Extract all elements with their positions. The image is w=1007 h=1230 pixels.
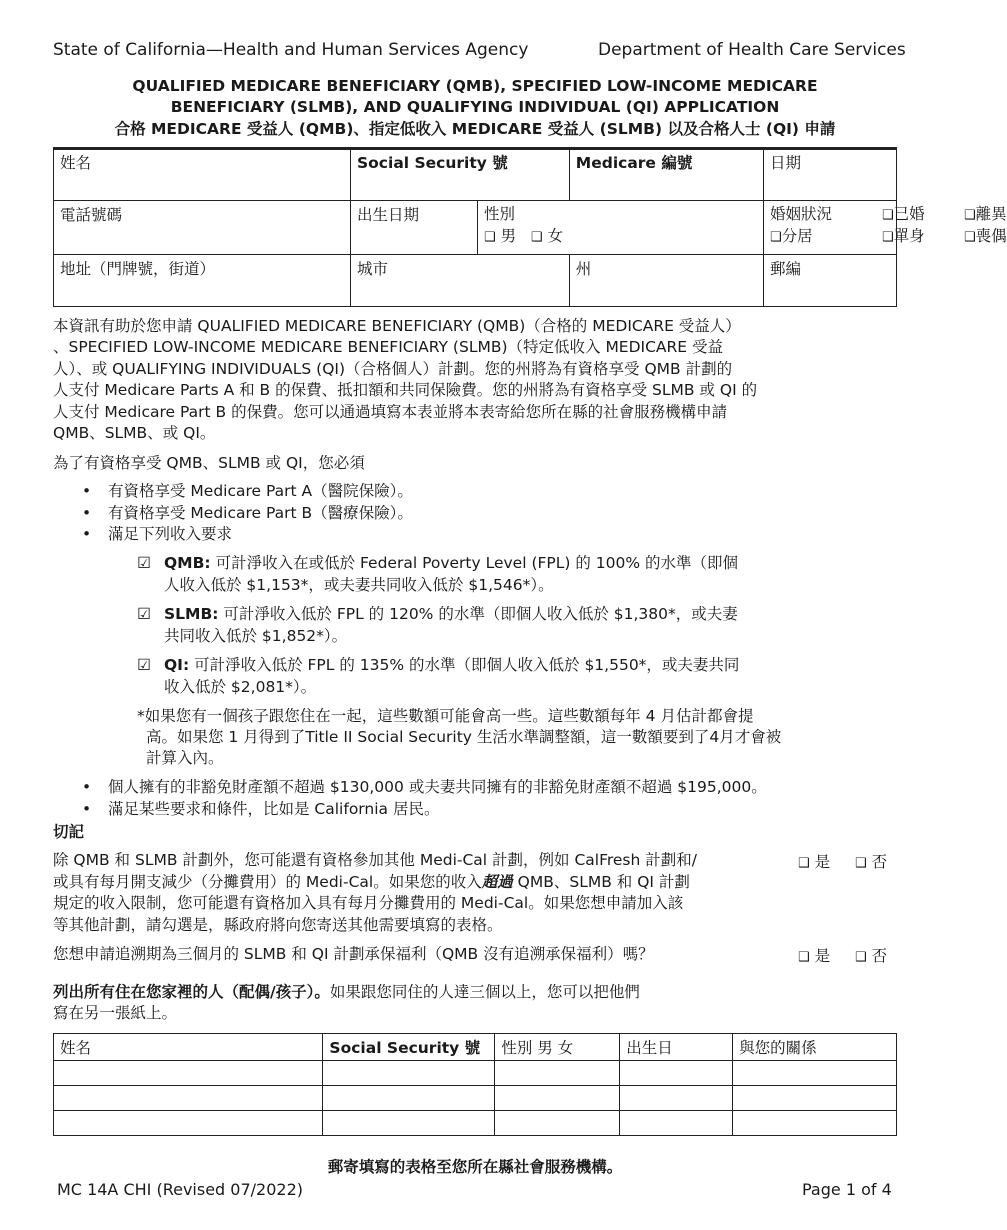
no-label: 否 xyxy=(871,947,888,965)
widowed-checkbox[interactable]: ❑ xyxy=(963,230,976,245)
cell-input[interactable] xyxy=(495,1086,620,1111)
qmb-text: 可計淨收入在或低於 Federal Poverty Level (FPL) 的 100% 的水準（即個 xyxy=(215,554,739,572)
intro-line-2: 、SPECIFIED LOW-INCOME MEDICARE BENEFICIARY (SLMB)（特定低收入 MEDICARE 受益 xyxy=(53,338,724,356)
cell-input[interactable] xyxy=(323,1111,495,1136)
bullet-text: 有資格享受 Medicare Part B（醫療保險）。 xyxy=(108,504,413,522)
cell-input[interactable] xyxy=(733,1086,897,1111)
bullet-text: 有資格享受 Medicare Part A（醫院保險）。 xyxy=(108,482,413,500)
ssn-label: Social Security 號 xyxy=(357,154,508,172)
col-relationship: 與您的關係 xyxy=(733,1034,897,1061)
separated-label: 分居 xyxy=(781,227,813,245)
title-line-1: QUALIFIED MEDICARE BENEFICIARY (QMB), SPECIFIED LOW-INCOME MEDICARE xyxy=(132,77,818,95)
footnote-line-2: 高。如果您 1 月得到了Title II Social Security 生活水準調整額，這一數額要到了4月才會被 xyxy=(146,728,782,746)
female-checkbox[interactable]: ❑ xyxy=(530,230,543,245)
state-field[interactable] xyxy=(569,255,763,307)
cell-input[interactable] xyxy=(54,1111,323,1136)
separated-checkbox[interactable]: ❑ xyxy=(769,230,782,245)
remember-line-4: 等其他計劃，請勾選是，縣政府將向您寄送其他需要填寫的表格。 xyxy=(53,916,503,934)
footnote-line-3: 計算入內。 xyxy=(146,749,224,767)
female-label: 女 xyxy=(547,227,563,245)
other-programs-no[interactable] xyxy=(855,850,887,872)
cell-input[interactable] xyxy=(620,1111,733,1136)
no-label: 否 xyxy=(871,853,888,871)
footnote-line-1: *如果您有一個孩子跟您住在一起，這些數額可能會高一些。這些數額每年 4 月估計都會提 xyxy=(137,707,754,725)
ssn-field[interactable] xyxy=(351,149,570,201)
gender-field xyxy=(478,201,764,255)
divorced-label: 離異 xyxy=(975,205,1007,223)
name-label: 姓名 xyxy=(60,154,92,172)
date-label: 日期 xyxy=(770,154,802,172)
retroactive-yes[interactable] xyxy=(798,944,830,966)
bullet-income xyxy=(82,524,232,546)
yes-label: 是 xyxy=(814,853,831,871)
household-text-1: 如果跟您同住的人達三個以上，您可以把他們 xyxy=(329,983,640,1001)
slmb-label: SLMB: xyxy=(164,605,219,623)
intro-line-3: 人）、或 QUALIFYING INDIVIDUALS (QI)（合格個人）計劃。您的州將為有資格享受 QMB 計劃的 xyxy=(53,360,733,378)
slmb-line-1 xyxy=(164,604,738,626)
marital-status-field xyxy=(763,201,1007,255)
cell-input[interactable] xyxy=(733,1111,897,1136)
cell-input[interactable] xyxy=(54,1061,323,1086)
yes-label: 是 xyxy=(814,947,831,965)
no-checkbox[interactable]: ❑ xyxy=(855,856,867,871)
cell-input[interactable] xyxy=(54,1086,323,1111)
male-label: 男 xyxy=(500,227,517,245)
slmb-check-icon: ☑ xyxy=(137,605,151,623)
remember-line-2a: 或具有每月開支減少（分攤費用）的 Medi-Cal。如果您的收入 xyxy=(53,873,482,891)
bullet-part-b xyxy=(82,503,413,525)
table-row xyxy=(54,1086,897,1111)
intro-line-4: 人支付 Medicare Parts A 和 B 的保費、抵扣額和共同保險費。您的州將為有資格享受 SLMB 或 QI 的 xyxy=(53,381,758,399)
eligibility-lead: 為了有資格享受 QMB、SLMB 或 QI，您必須 xyxy=(53,454,365,472)
qmb-label: QMB: xyxy=(164,554,211,572)
bullet-text: 滿足下列收入要求 xyxy=(108,525,233,543)
table-row xyxy=(54,1061,897,1086)
single-label: 單身 xyxy=(893,227,925,245)
cell-input[interactable] xyxy=(620,1086,733,1111)
slmb-line-2: 共同收入低於 $1,852*）。 xyxy=(164,627,348,645)
other-programs-yes[interactable] xyxy=(798,850,830,872)
remember-line-2 xyxy=(53,872,690,894)
department-name: Department of Health Care Services xyxy=(598,40,906,60)
zip-label: 郵編 xyxy=(769,260,801,278)
phone-label: 電話號碼 xyxy=(60,206,123,224)
male-checkbox[interactable]: ❑ xyxy=(484,230,496,245)
gender-label: 性別 xyxy=(484,205,516,223)
no-checkbox[interactable]: ❑ xyxy=(855,950,867,965)
dob-field[interactable] xyxy=(351,201,478,255)
qi-text: 可計淨收入低於 FPL 的 135% 的水準（即個人收入低於 $1,550*，或夫妻共同 xyxy=(194,656,740,674)
state-label: 州 xyxy=(575,260,592,278)
cell-input[interactable] xyxy=(495,1111,620,1136)
zip-field[interactable] xyxy=(763,255,896,307)
page-number: Page 1 of 4 xyxy=(802,1180,892,1199)
remember-heading: 切記 xyxy=(53,823,85,841)
qmb-line-2: 人收入低於 $1,153*，或夫妻共同收入低於 $1,546*）。 xyxy=(164,576,554,594)
bullet-text: 個人擁有的非豁免財產額不超過 $130,000 或夫妻共同擁有的非豁免財產額不超過 $195,000。 xyxy=(108,778,767,796)
household-text-2: 寫在另一張紙上。 xyxy=(53,1004,178,1022)
cell-input[interactable] xyxy=(323,1061,495,1086)
qi-line-2: 收入低於 $2,081*）。 xyxy=(164,678,317,696)
bullet-dot: • xyxy=(82,525,92,543)
yes-checkbox[interactable]: ❑ xyxy=(798,856,810,871)
medicare-number-field[interactable] xyxy=(569,149,763,201)
widowed-label: 喪偶 xyxy=(975,227,1007,245)
intro-line-1: 本資訊有助於您申請 QUALIFIED MEDICARE BENEFICIARY (QMB)（合格的 MEDICARE 受益人） xyxy=(53,317,741,335)
married-label: 已婚 xyxy=(893,205,925,223)
medicare-label: Medicare 編號 xyxy=(575,154,693,172)
address-label: 地址（門牌號，街道） xyxy=(60,260,216,278)
address-field[interactable] xyxy=(54,255,351,307)
remember-line-1: 除 QMB 和 SLMB 計劃外，您可能還有資格參加其他 Medi-Cal 計劃，例如 CalFresh 計劃和/ xyxy=(53,851,697,869)
cell-input[interactable] xyxy=(323,1086,495,1111)
form-id: MC 14A CHI (Revised 07/2022) xyxy=(57,1180,303,1199)
intro-line-5: 人支付 Medicare Part B 的保費。您可以通過填寫本表並將本表寄給您所在縣的社會服務機構申請 xyxy=(53,403,728,421)
bullet-residency xyxy=(82,799,439,821)
dob-label: 出生日期 xyxy=(357,206,420,224)
slmb-text: 可計淨收入低於 FPL 的 120% 的水準（即個人收入低於 $1,380*，或夫妻 xyxy=(223,605,738,623)
remember-line-2c: QMB、SLMB 和 QI 計劃 xyxy=(512,873,690,891)
remember-line-3: 規定的收入限制，您可能還有資格加入具有每月分攤費用的 Medi-Cal。如果您想申請加入該 xyxy=(53,894,684,912)
city-field[interactable] xyxy=(351,255,570,307)
applicant-info-table xyxy=(53,148,1007,307)
qi-line-1 xyxy=(164,655,739,677)
col-gender: 性別 男 女 xyxy=(495,1034,620,1061)
cell-input[interactable] xyxy=(733,1061,897,1086)
retroactive-question: 您想申請追溯期為三個月的 SLMB 和 QI 計劃承保福利（QMB 沒有追溯承保福利）嗎？ xyxy=(53,945,654,963)
bullet-part-a xyxy=(82,481,413,503)
household-table xyxy=(53,1033,897,1136)
married-checkbox[interactable]: ❑ xyxy=(881,208,894,223)
household-heading: 列出所有住在您家裡的人（配偶/孩子）。 xyxy=(53,983,330,1001)
qmb-line-1 xyxy=(164,553,738,575)
name-field[interactable] xyxy=(54,149,351,201)
single-checkbox[interactable]: ❑ xyxy=(881,230,894,245)
household-instructions xyxy=(53,982,640,1004)
col-name: 姓名 xyxy=(54,1034,323,1061)
exceed-emphasis: 超過 xyxy=(481,873,513,891)
yes-checkbox[interactable]: ❑ xyxy=(798,950,810,965)
title-line-2: BENEFICIARY (SLMB), AND QUALIFYING INDIVIDUAL (QI) APPLICATION xyxy=(170,98,780,116)
qi-label: QI: xyxy=(164,656,190,674)
table-row xyxy=(54,1111,897,1136)
bullet-dot: • xyxy=(82,800,92,818)
marital-label: 婚姻狀況 xyxy=(769,205,832,223)
bullet-dot: • xyxy=(82,482,92,500)
intro-line-6: QMB、SLMB、或 QI。 xyxy=(53,424,216,442)
mail-instruction: 郵寄填寫的表格至您所在縣社會服務機構。 xyxy=(327,1158,623,1176)
divorced-checkbox[interactable]: ❑ xyxy=(963,208,976,223)
qmb-check-icon: ☑ xyxy=(137,554,151,572)
agency-name: State of California—Health and Human Services Agency xyxy=(53,40,529,60)
bullet-assets xyxy=(82,777,767,799)
date-field[interactable] xyxy=(764,149,897,201)
bullet-dot: • xyxy=(82,778,92,796)
col-dob: 出生日 xyxy=(620,1034,733,1061)
title-line-3: 合格 MEDICARE 受益人 (QMB)、指定低收入 MEDICARE 受益人 (SLMB) 以及合格人士 (QI) 申請 xyxy=(114,120,836,138)
col-ssn: Social Security 號 xyxy=(323,1034,495,1061)
bullet-text: 滿足某些要求和條件，比如是 California 居民。 xyxy=(108,800,440,818)
qi-check-icon: ☑ xyxy=(137,656,151,674)
retroactive-no[interactable] xyxy=(855,944,887,966)
phone-field[interactable] xyxy=(54,201,351,255)
cell-input[interactable] xyxy=(620,1061,733,1086)
bullet-dot: • xyxy=(82,504,92,522)
cell-input[interactable] xyxy=(495,1061,620,1086)
city-label: 城市 xyxy=(357,260,389,278)
